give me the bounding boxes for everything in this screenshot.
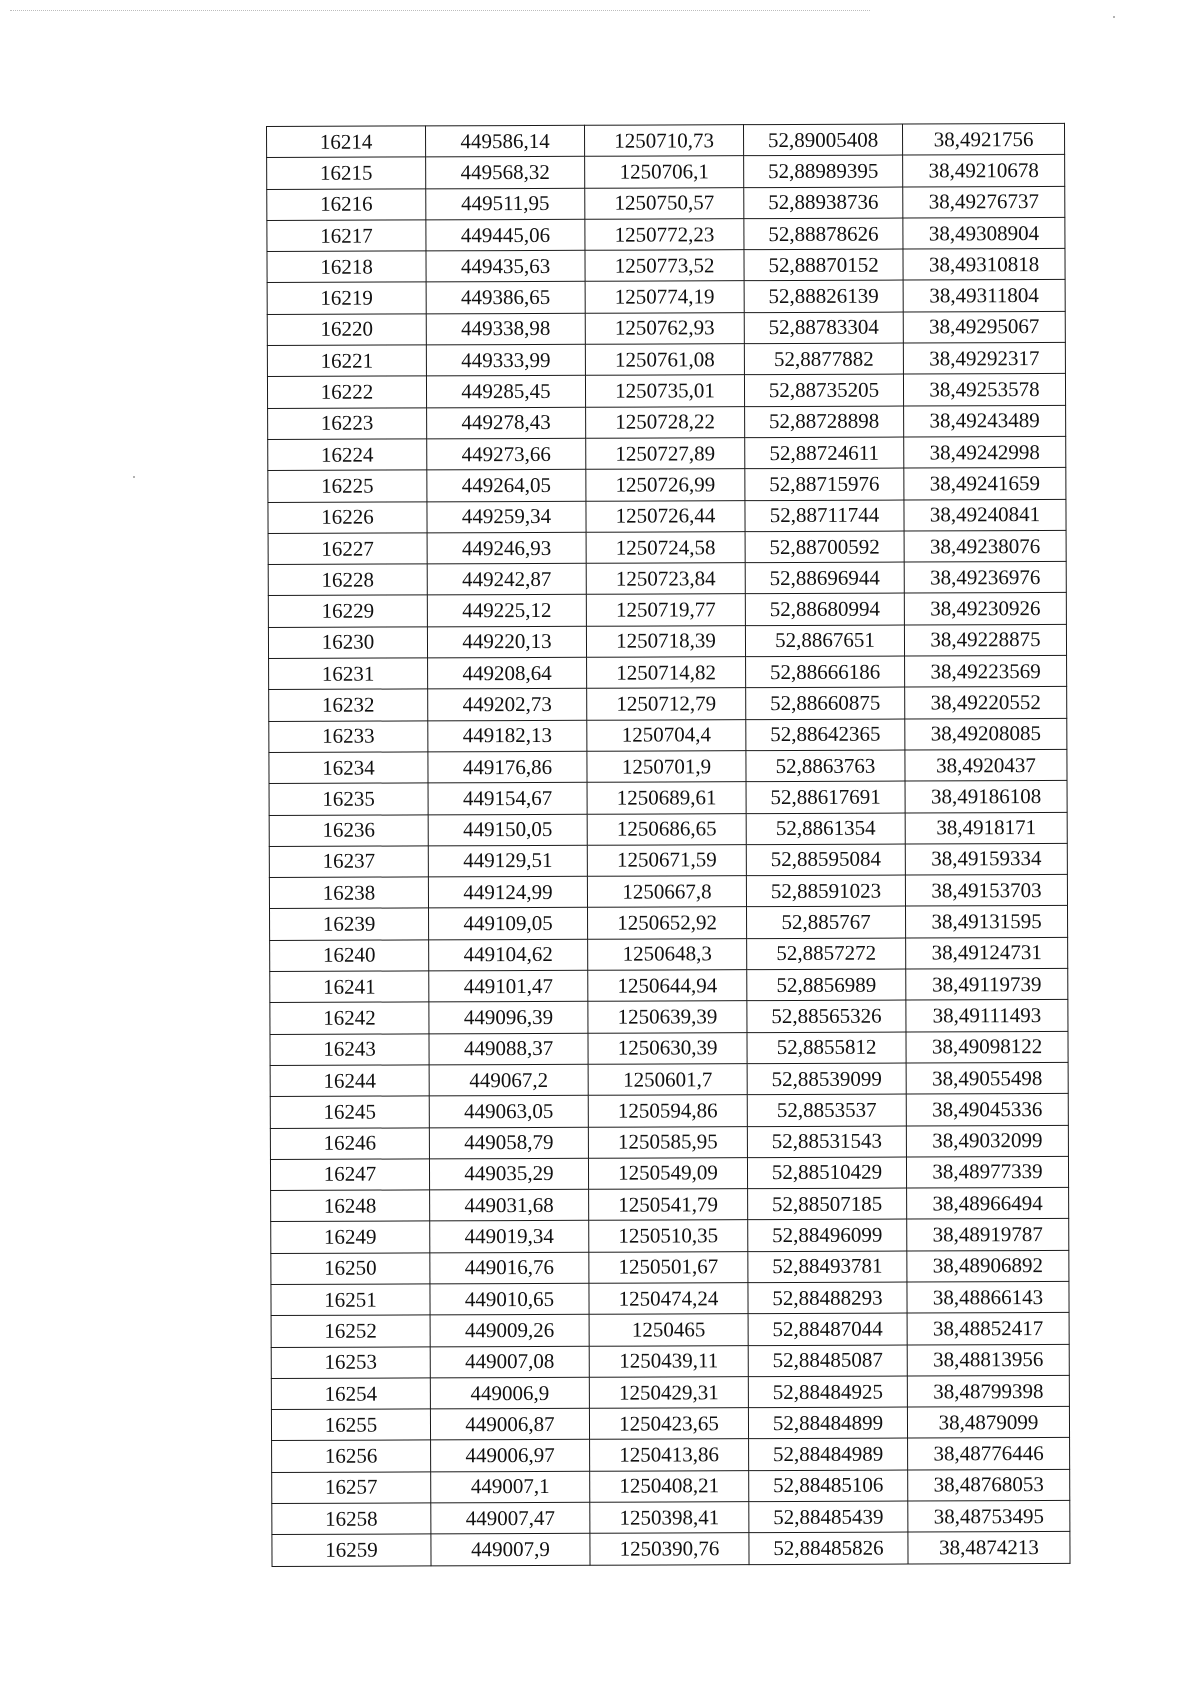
point-number-cell: 16228 — [268, 564, 427, 596]
table-row — [267, 374, 1065, 408]
longitude-cell: 38,49292317 — [903, 343, 1065, 375]
table-row — [270, 1031, 1068, 1065]
point-number-cell: 16239 — [270, 908, 429, 940]
longitude-cell: 38,49119739 — [906, 968, 1068, 1000]
table-row — [272, 1532, 1070, 1566]
point-number-cell: 16218 — [267, 251, 426, 283]
x-coordinate-cell: 449435,63 — [426, 250, 585, 282]
point-number-cell: 16249 — [271, 1221, 430, 1253]
longitude-cell: 38,49045336 — [906, 1094, 1068, 1126]
y-coordinate-cell: 1250710,73 — [584, 125, 743, 157]
table-row — [272, 1500, 1070, 1534]
table-row — [271, 1375, 1069, 1409]
x-coordinate-cell: 449058,79 — [429, 1127, 588, 1159]
table-row — [270, 1094, 1068, 1128]
x-coordinate-cell: 449007,1 — [431, 1471, 590, 1503]
table-row — [267, 280, 1065, 314]
point-number-cell: 16242 — [270, 1002, 429, 1034]
x-coordinate-cell: 449104,62 — [429, 939, 588, 971]
point-number-cell: 16220 — [267, 314, 426, 346]
x-coordinate-cell: 449101,47 — [429, 970, 588, 1002]
latitude-cell: 52,88485106 — [749, 1470, 908, 1502]
x-coordinate-cell: 449242,87 — [427, 563, 586, 595]
point-number-cell: 16215 — [267, 157, 426, 189]
latitude-cell: 52,88642365 — [746, 719, 905, 751]
y-coordinate-cell: 1250728,22 — [586, 406, 745, 438]
longitude-cell: 38,48866143 — [907, 1281, 1069, 1313]
latitude-cell: 52,88826139 — [744, 281, 903, 313]
longitude-cell: 38,49098122 — [906, 1031, 1068, 1063]
latitude-cell: 52,88878626 — [744, 218, 903, 250]
x-coordinate-cell: 449208,64 — [428, 657, 587, 689]
longitude-cell: 38,49242998 — [904, 436, 1066, 468]
table-row — [267, 249, 1065, 283]
y-coordinate-cell: 1250408,21 — [590, 1470, 749, 1502]
y-coordinate-cell: 1250474,24 — [589, 1283, 748, 1315]
y-coordinate-cell: 1250652,92 — [588, 907, 747, 939]
y-coordinate-cell: 1250398,41 — [590, 1502, 749, 1534]
point-number-cell: 16248 — [271, 1190, 430, 1222]
y-coordinate-cell: 1250762,93 — [585, 312, 744, 344]
latitude-cell: 52,8877882 — [744, 343, 903, 375]
latitude-cell: 52,88496099 — [748, 1219, 907, 1251]
latitude-cell: 52,88711744 — [745, 500, 904, 532]
table-row — [270, 1062, 1068, 1096]
point-number-cell: 16259 — [272, 1534, 431, 1566]
y-coordinate-cell: 1250501,67 — [589, 1251, 748, 1283]
latitude-cell: 52,8856989 — [747, 969, 906, 1001]
latitude-cell: 52,88484925 — [748, 1376, 907, 1408]
y-coordinate-cell: 1250390,76 — [590, 1533, 749, 1565]
point-number-cell: 16250 — [271, 1253, 430, 1285]
y-coordinate-cell: 1250439,11 — [589, 1345, 748, 1377]
longitude-cell: 38,49111493 — [906, 1000, 1068, 1032]
point-number-cell: 16243 — [270, 1033, 429, 1065]
table-row — [270, 937, 1068, 971]
table-row — [269, 655, 1067, 689]
point-number-cell: 16245 — [270, 1096, 429, 1128]
latitude-cell: 52,88510429 — [747, 1157, 906, 1189]
longitude-cell: 38,49311804 — [903, 280, 1065, 312]
longitude-cell: 38,49210678 — [903, 155, 1065, 187]
table-row — [267, 343, 1065, 377]
y-coordinate-cell: 1250712,79 — [587, 688, 746, 720]
x-coordinate-cell: 449067,2 — [429, 1064, 588, 1096]
point-number-cell: 16227 — [268, 533, 427, 565]
longitude-cell: 38,4921756 — [902, 123, 1064, 155]
y-coordinate-cell: 1250549,09 — [588, 1157, 747, 1189]
latitude-cell: 52,88666186 — [746, 656, 905, 688]
y-coordinate-cell: 1250671,59 — [587, 844, 746, 876]
longitude-cell: 38,49032099 — [906, 1125, 1068, 1157]
point-number-cell: 16229 — [268, 595, 427, 627]
longitude-cell: 38,49220552 — [905, 687, 1067, 719]
x-coordinate-cell: 449333,99 — [426, 344, 585, 376]
point-number-cell: 16238 — [269, 877, 428, 909]
x-coordinate-cell: 449096,39 — [429, 1002, 588, 1034]
latitude-cell: 52,8855812 — [747, 1032, 906, 1064]
latitude-cell: 52,88595084 — [746, 844, 905, 876]
longitude-cell: 38,49208085 — [905, 718, 1067, 750]
latitude-cell: 52,88488293 — [748, 1282, 907, 1314]
y-coordinate-cell: 1250648,3 — [588, 938, 747, 970]
longitude-cell: 38,49241659 — [904, 468, 1066, 500]
x-coordinate-cell: 449019,34 — [430, 1221, 589, 1253]
latitude-cell: 52,88591023 — [746, 875, 905, 907]
point-number-cell: 16231 — [269, 658, 428, 690]
scan-speck — [1113, 16, 1115, 18]
longitude-cell: 38,48977339 — [906, 1156, 1068, 1188]
longitude-cell: 38,48852417 — [907, 1313, 1069, 1345]
y-coordinate-cell: 1250429,31 — [589, 1377, 748, 1409]
longitude-cell: 38,49124731 — [906, 937, 1068, 969]
longitude-cell: 38,49276737 — [903, 186, 1065, 218]
table-row — [270, 1156, 1068, 1190]
latitude-cell: 52,8867651 — [745, 625, 904, 657]
x-coordinate-cell: 449063,05 — [429, 1095, 588, 1127]
point-number-cell: 16234 — [269, 752, 428, 784]
latitude-cell: 52,8861354 — [746, 813, 905, 845]
point-number-cell: 16246 — [270, 1127, 429, 1159]
latitude-cell: 52,88715976 — [745, 468, 904, 500]
longitude-cell: 38,49159334 — [905, 843, 1067, 875]
point-number-cell: 16255 — [271, 1409, 430, 1441]
y-coordinate-cell: 1250644,94 — [588, 970, 747, 1002]
longitude-cell: 38,48753495 — [908, 1500, 1070, 1532]
y-coordinate-cell: 1250774,19 — [585, 281, 744, 313]
table-row — [271, 1407, 1069, 1441]
x-coordinate-cell: 449176,86 — [428, 751, 587, 783]
longitude-cell: 38,4918171 — [905, 812, 1067, 844]
y-coordinate-cell: 1250726,44 — [586, 500, 745, 532]
point-number-cell: 16214 — [267, 126, 426, 158]
point-number-cell: 16241 — [270, 971, 429, 1003]
x-coordinate-cell: 449088,37 — [429, 1033, 588, 1065]
x-coordinate-cell: 449031,68 — [430, 1189, 589, 1221]
x-coordinate-cell: 449264,05 — [427, 470, 586, 502]
point-number-cell: 16256 — [272, 1440, 431, 1472]
longitude-cell: 38,48906892 — [907, 1250, 1069, 1282]
longitude-cell: 38,48919787 — [907, 1219, 1069, 1251]
table-row — [268, 405, 1066, 439]
table-row — [267, 217, 1065, 251]
latitude-cell: 52,88700592 — [745, 531, 904, 563]
longitude-cell: 38,49308904 — [903, 217, 1065, 249]
y-coordinate-cell: 1250689,61 — [587, 782, 746, 814]
table-row — [268, 436, 1066, 470]
y-coordinate-cell: 1250413,86 — [590, 1439, 749, 1471]
x-coordinate-cell: 449007,08 — [430, 1346, 589, 1378]
latitude-cell: 52,8863763 — [746, 750, 905, 782]
scan-edge-line — [10, 10, 870, 11]
table-row — [269, 875, 1067, 909]
longitude-cell: 38,49238076 — [904, 530, 1066, 562]
y-coordinate-cell: 1250706,1 — [585, 156, 744, 188]
point-number-cell: 16223 — [268, 408, 427, 440]
point-number-cell: 16216 — [267, 188, 426, 220]
table-row — [267, 186, 1065, 220]
point-number-cell: 16254 — [271, 1378, 430, 1410]
table-row — [270, 1000, 1068, 1034]
table-row — [269, 749, 1067, 783]
y-coordinate-cell: 1250594,86 — [588, 1095, 747, 1127]
point-number-cell: 16232 — [269, 689, 428, 721]
latitude-cell: 52,88487044 — [748, 1313, 907, 1345]
x-coordinate-cell: 449006,87 — [430, 1408, 589, 1440]
point-number-cell: 16217 — [267, 220, 426, 252]
y-coordinate-cell: 1250639,39 — [588, 1001, 747, 1033]
y-coordinate-cell: 1250630,39 — [588, 1032, 747, 1064]
y-coordinate-cell: 1250723,84 — [586, 563, 745, 595]
y-coordinate-cell: 1250686,65 — [587, 813, 746, 845]
longitude-cell: 38,49240841 — [904, 499, 1066, 531]
point-number-cell: 16233 — [269, 721, 428, 753]
point-number-cell: 16236 — [269, 814, 428, 846]
x-coordinate-cell: 449007,9 — [431, 1534, 590, 1566]
x-coordinate-cell: 449586,14 — [426, 125, 585, 157]
y-coordinate-cell: 1250773,52 — [585, 250, 744, 282]
point-number-cell: 16258 — [272, 1503, 431, 1535]
table-row — [269, 812, 1067, 846]
latitude-cell: 52,88531543 — [747, 1126, 906, 1158]
x-coordinate-cell: 449259,34 — [427, 501, 586, 533]
point-number-cell: 16222 — [267, 376, 426, 408]
point-number-cell: 16225 — [268, 470, 427, 502]
x-coordinate-cell: 449129,51 — [428, 845, 587, 877]
longitude-cell: 38,49310818 — [903, 249, 1065, 281]
point-number-cell: 16247 — [270, 1159, 429, 1191]
latitude-cell: 52,88493781 — [748, 1251, 907, 1283]
x-coordinate-cell: 449568,32 — [426, 157, 585, 189]
y-coordinate-cell: 1250718,39 — [586, 625, 745, 657]
longitude-cell: 38,49295067 — [903, 311, 1065, 343]
latitude-cell: 52,88617691 — [746, 781, 905, 813]
x-coordinate-cell: 449109,05 — [429, 908, 588, 940]
y-coordinate-cell: 1250750,57 — [585, 187, 744, 219]
y-coordinate-cell: 1250541,79 — [589, 1189, 748, 1221]
longitude-cell: 38,49055498 — [906, 1062, 1068, 1094]
y-coordinate-cell: 1250510,35 — [589, 1220, 748, 1252]
table-row — [271, 1219, 1069, 1253]
table-row — [271, 1344, 1069, 1378]
x-coordinate-cell: 449246,93 — [427, 532, 586, 564]
latitude-cell: 52,88724611 — [745, 437, 904, 469]
latitude-cell: 52,88728898 — [745, 406, 904, 438]
table-row — [271, 1281, 1069, 1315]
point-number-cell: 16251 — [271, 1284, 430, 1316]
x-coordinate-cell: 449278,43 — [427, 407, 586, 439]
y-coordinate-cell: 1250601,7 — [588, 1064, 747, 1096]
x-coordinate-cell: 449009,26 — [430, 1315, 589, 1347]
x-coordinate-cell: 449386,65 — [426, 282, 585, 314]
scan-speck — [133, 476, 135, 478]
table-row — [267, 311, 1065, 345]
y-coordinate-cell: 1250704,4 — [587, 719, 746, 751]
y-coordinate-cell: 1250735,01 — [585, 375, 744, 407]
x-coordinate-cell: 449150,05 — [428, 814, 587, 846]
point-number-cell: 16226 — [268, 501, 427, 533]
table-row — [268, 530, 1066, 564]
latitude-cell: 52,8857272 — [747, 938, 906, 970]
latitude-cell: 52,88989395 — [744, 155, 903, 187]
longitude-cell: 38,48966494 — [907, 1188, 1069, 1220]
x-coordinate-cell: 449010,65 — [430, 1283, 589, 1315]
y-coordinate-cell: 1250726,99 — [586, 469, 745, 501]
latitude-cell: 52,88680994 — [745, 594, 904, 626]
longitude-cell: 38,48799398 — [907, 1375, 1069, 1407]
point-number-cell: 16257 — [272, 1472, 431, 1504]
point-number-cell: 16219 — [267, 282, 426, 314]
x-coordinate-cell: 449511,95 — [426, 188, 585, 220]
x-coordinate-cell: 449225,12 — [427, 595, 586, 627]
longitude-cell: 38,4879099 — [907, 1407, 1069, 1439]
latitude-cell: 52,8853537 — [747, 1094, 906, 1126]
y-coordinate-cell: 1250701,9 — [587, 751, 746, 783]
table-row — [271, 1250, 1069, 1284]
table-row — [269, 687, 1067, 721]
coordinates-table — [266, 123, 1071, 1567]
latitude-cell: 52,88660875 — [746, 687, 905, 719]
x-coordinate-cell: 449273,66 — [427, 438, 586, 470]
table-row — [270, 1125, 1068, 1159]
x-coordinate-cell: 449016,76 — [430, 1252, 589, 1284]
latitude-cell: 52,88938736 — [744, 187, 903, 219]
latitude-cell: 52,88735205 — [744, 374, 903, 406]
latitude-cell: 52,88539099 — [747, 1063, 906, 1095]
point-number-cell: 16253 — [271, 1346, 430, 1378]
table-row — [270, 968, 1068, 1002]
table-row — [269, 781, 1067, 815]
longitude-cell: 38,4920437 — [905, 749, 1067, 781]
latitude-cell: 52,885767 — [747, 906, 906, 938]
x-coordinate-cell: 449035,29 — [429, 1158, 588, 1190]
longitude-cell: 38,49228875 — [904, 624, 1066, 656]
point-number-cell: 16237 — [269, 846, 428, 878]
longitude-cell: 38,49253578 — [903, 374, 1065, 406]
y-coordinate-cell: 1250772,23 — [585, 219, 744, 251]
point-number-cell: 16221 — [267, 345, 426, 377]
longitude-cell: 38,49153703 — [905, 875, 1067, 907]
x-coordinate-cell: 449445,06 — [426, 219, 585, 251]
longitude-cell: 38,48813956 — [907, 1344, 1069, 1376]
x-coordinate-cell: 449285,45 — [426, 376, 585, 408]
longitude-cell: 38,48776446 — [908, 1438, 1070, 1470]
latitude-cell: 52,88485439 — [749, 1501, 908, 1533]
latitude-cell: 52,88870152 — [744, 249, 903, 281]
point-number-cell: 16230 — [268, 627, 427, 659]
y-coordinate-cell: 1250423,65 — [589, 1408, 748, 1440]
longitude-cell: 38,49223569 — [905, 655, 1067, 687]
table-row — [269, 843, 1067, 877]
x-coordinate-cell: 449154,67 — [428, 783, 587, 815]
x-coordinate-cell: 449182,13 — [428, 720, 587, 752]
table-row — [268, 468, 1066, 502]
y-coordinate-cell: 1250714,82 — [587, 657, 746, 689]
y-coordinate-cell: 1250727,89 — [586, 438, 745, 470]
table-row — [271, 1188, 1069, 1222]
point-number-cell: 16235 — [269, 783, 428, 815]
table-row — [267, 155, 1065, 189]
x-coordinate-cell: 449202,73 — [428, 689, 587, 721]
latitude-cell: 52,88507185 — [748, 1188, 907, 1220]
x-coordinate-cell: 449338,98 — [426, 313, 585, 345]
longitude-cell: 38,49236976 — [904, 562, 1066, 594]
point-number-cell: 16252 — [271, 1315, 430, 1347]
point-number-cell: 16244 — [270, 1065, 429, 1097]
y-coordinate-cell: 1250719,77 — [586, 594, 745, 626]
x-coordinate-cell: 449124,99 — [428, 876, 587, 908]
point-number-cell: 16240 — [270, 940, 429, 972]
longitude-cell: 38,49186108 — [905, 781, 1067, 813]
table-row — [272, 1438, 1070, 1472]
point-number-cell: 16224 — [268, 439, 427, 471]
table-row — [270, 906, 1068, 940]
table-row — [268, 624, 1066, 658]
x-coordinate-cell: 449007,47 — [431, 1502, 590, 1534]
latitude-cell: 52,88485087 — [748, 1345, 907, 1377]
table-row — [268, 562, 1066, 596]
coordinates-table-body — [267, 123, 1071, 1566]
y-coordinate-cell: 1250465 — [589, 1314, 748, 1346]
table-row — [267, 123, 1065, 157]
longitude-cell: 38,49230926 — [904, 593, 1066, 625]
latitude-cell: 52,88485826 — [749, 1532, 908, 1564]
table-row — [272, 1469, 1070, 1503]
table-row — [269, 718, 1067, 752]
y-coordinate-cell: 1250585,95 — [588, 1126, 747, 1158]
y-coordinate-cell: 1250667,8 — [587, 876, 746, 908]
latitude-cell: 52,88565326 — [747, 1000, 906, 1032]
latitude-cell: 52,88484989 — [749, 1439, 908, 1471]
x-coordinate-cell: 449006,97 — [431, 1440, 590, 1472]
longitude-cell: 38,4874213 — [908, 1532, 1070, 1564]
longitude-cell: 38,48768053 — [908, 1469, 1070, 1501]
latitude-cell: 52,89005408 — [743, 124, 902, 156]
table-row — [268, 499, 1066, 533]
latitude-cell: 52,88783304 — [744, 312, 903, 344]
longitude-cell: 38,49243489 — [904, 405, 1066, 437]
latitude-cell: 52,88484899 — [748, 1407, 907, 1439]
y-coordinate-cell: 1250761,08 — [585, 344, 744, 376]
y-coordinate-cell: 1250724,58 — [586, 532, 745, 564]
longitude-cell: 38,49131595 — [906, 906, 1068, 938]
x-coordinate-cell: 449006,9 — [430, 1377, 589, 1409]
x-coordinate-cell: 449220,13 — [427, 626, 586, 658]
table-row — [271, 1313, 1069, 1347]
latitude-cell: 52,88696944 — [745, 562, 904, 594]
table-row — [268, 593, 1066, 627]
